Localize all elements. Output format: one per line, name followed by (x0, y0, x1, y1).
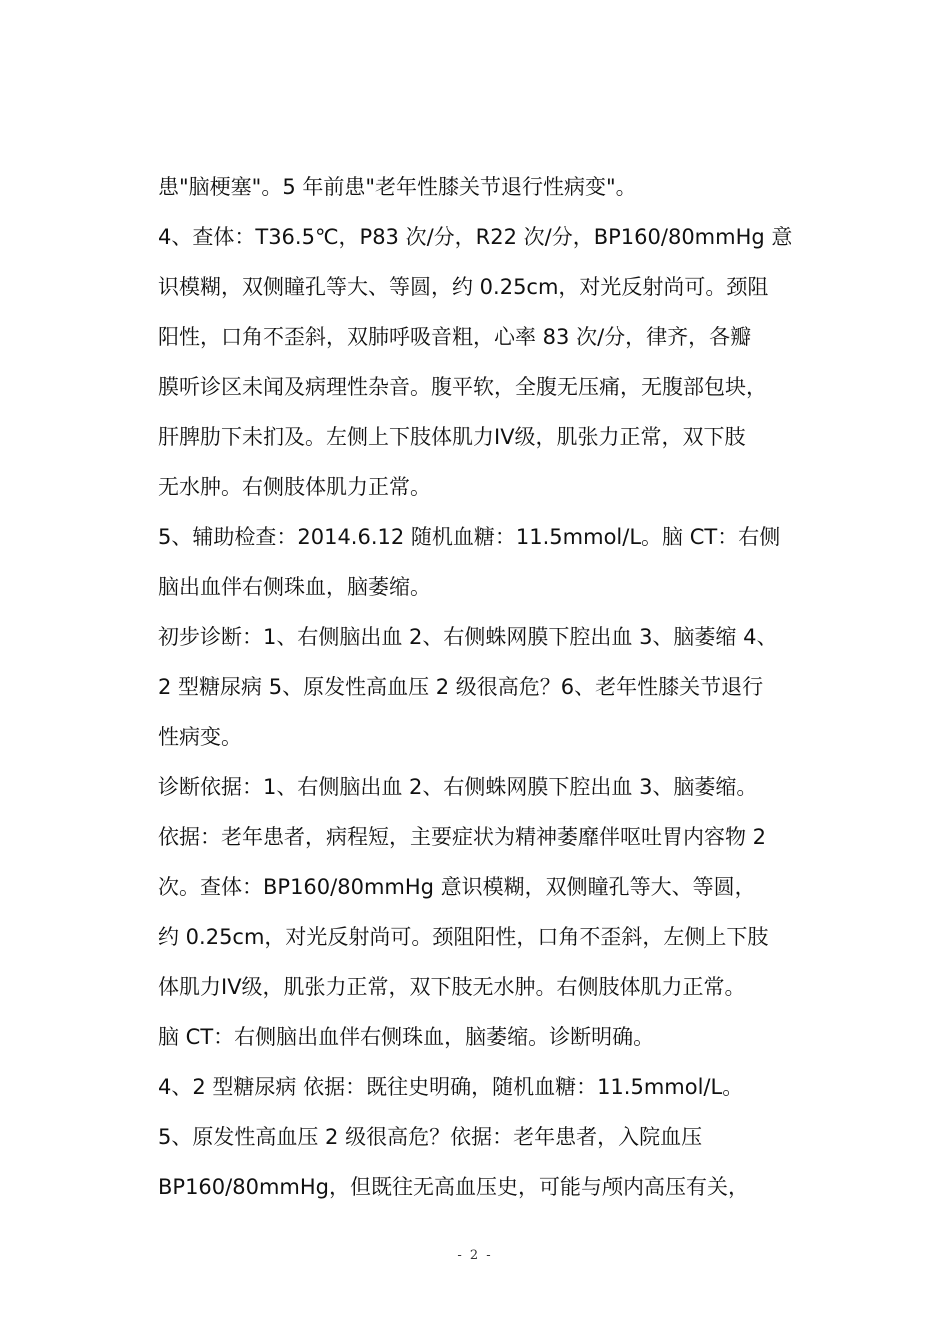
page-number: - 2 - (457, 1248, 493, 1263)
text-line: 体肌力IV级，肌张力正常，双下肢无水肿。右侧肢体肌力正常。 (158, 975, 746, 999)
text-line: 膜听诊区未闻及病理性杂音。腹平软，全腹无压痛，无腹部包块， (158, 375, 767, 399)
text-line: 依据：老年患者，病程短，主要症状为精神萎靡伴呕吐胃内容物 2 (158, 825, 767, 849)
text-line: 无水肿。右侧肢体肌力正常。 (158, 475, 431, 499)
text-line: 肝脾肋下未扪及。左侧上下肢体肌力IV级，肌张力正常，双下肢 (158, 425, 746, 449)
text-line: 5、辅助检查：2014.6.12 随机血糖：11.5mmol/L。脑 CT：右侧 (158, 525, 781, 549)
text-line: 性病变。 (158, 725, 242, 749)
text-line: 2 型糖尿病 5、原发性高血压 2 级很高危？6、老年性膝关节退行 (158, 675, 764, 699)
text-line: 初步诊断：1、右侧脑出血 2、右侧蛛网膜下腔出血 3、脑萎缩 4、 (158, 625, 778, 649)
text-line: 约 0.25cm，对光反射尚可。颈阻阳性，口角不歪斜，左侧上下肢 (158, 925, 769, 949)
text-line: 脑出血伴右侧珠血，脑萎缩。 (158, 575, 431, 599)
text-line: 诊断依据：1、右侧脑出血 2、右侧蛛网膜下腔出血 3、脑萎缩。 (158, 775, 758, 799)
text-line: 4、查体：T36.5℃，P83 次/分，R22 次/分，BP160/80mmHg 意 (158, 225, 793, 249)
text-line: 次。查体：BP160/80mmHg 意识模糊，双侧瞳孔等大、等圆， (158, 875, 756, 899)
text-line: 识模糊，双侧瞳孔等大、等圆，约 0.25cm，对光反射尚可。颈阻 (158, 275, 769, 299)
document-body (158, 162, 798, 1212)
text-line: 脑 CT：右侧脑出血伴右侧珠血，脑萎缩。诊断明确。 (158, 1025, 655, 1049)
text-line: 4、2 型糖尿病 依据：既往史明确，随机血糖：11.5mmol/L。 (158, 1075, 744, 1099)
text-line: 5、原发性高血压 2 级很高危？依据：老年患者，入院血压 (158, 1125, 703, 1149)
text-line: BP160/80mmHg，但既往无高血压史，可能与颅内高压有关， (158, 1175, 749, 1199)
text-line: 阳性，口角不歪斜，双肺呼吸音粗，心率 83 次/分，律齐，各瓣 (158, 325, 752, 349)
text-line: 患"脑梗塞"。5 年前患"老年性膝关节退行性病变"。 (158, 175, 637, 199)
